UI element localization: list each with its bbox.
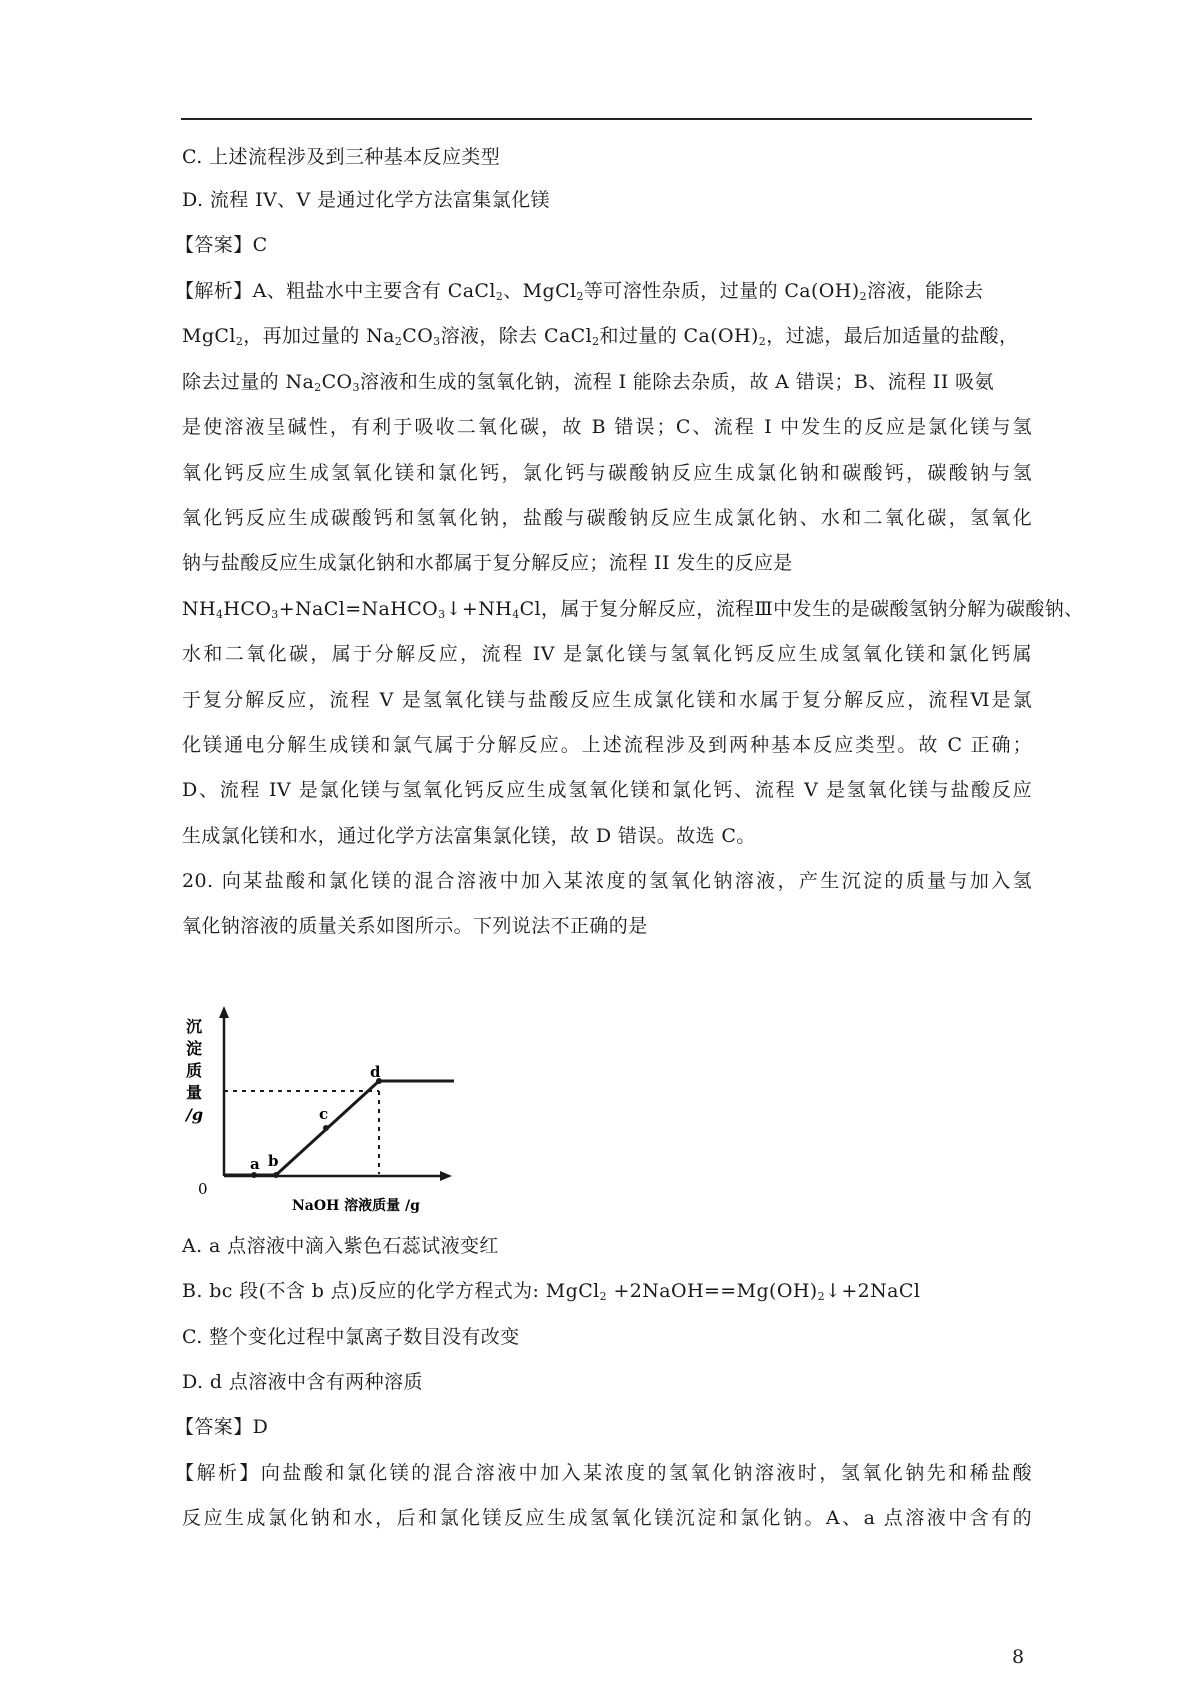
precipitate-figure: [182, 1004, 472, 1216]
point-c-label: c: [319, 1105, 329, 1123]
analysis-prev-line-3: 除去过量的 $Na_2CO_3$溶液和生成的氢氧化钠，流程 I 能除去杂质，故 A 错误；B、流程 II 吸氨: [182, 371, 994, 394]
y-label-char: 量: [186, 1083, 203, 1102]
option-20-c: C. 整个变化过程中氯离子数目没有改变: [182, 1326, 520, 1348]
answer-20: 【答案】D: [175, 1416, 269, 1438]
question-20-line-1: 20. 向某盐酸和氯化镁的混合溶液中加入某浓度的氢氧化钠溶液，产生沉淀的质量与加入氢: [182, 870, 1032, 892]
analysis-prev-line-1: 【解析】A、粗盐水中主要含有 CaCl$_2$、MgCl$_2$等可溶性杂质，过量的 $Ca(OH)_2$溶液，能除去: [175, 280, 984, 303]
y-label-char: 淀: [186, 1039, 203, 1058]
y-label-char: 沉: [186, 1017, 203, 1036]
y-axis-arrow-icon: [219, 1006, 229, 1018]
page-number: 8: [1012, 1646, 1025, 1668]
analysis-prev-line-6: 氧化钙反应生成碳酸钙和氢氧化钠，盐酸与碳酸钠反应生成氯化钠、水和二氧化碳，氢氧化: [182, 507, 1032, 529]
x-axis-arrow-icon: [440, 1171, 452, 1181]
option-c-prev: C. 上述流程涉及到三种基本反应类型: [182, 146, 501, 168]
analysis-prev-line-9: 水和二氧化碳，属于分解反应，流程 IV 是氯化镁与氢氧化钙反应生成氢氧化镁和氯化钙属: [182, 643, 1032, 665]
x-axis-label: NaOH 溶液质量 /g: [292, 1198, 420, 1214]
analysis-prev-line-7: 钠与盐酸反应生成氯化钠和水都属于复分解反应；流程 II 发生的反应是: [182, 552, 793, 574]
y-label-char: 质: [186, 1061, 203, 1080]
question-20-line-2: 氧化钠溶液的质量关系如图所示。下列说法不正确的是: [182, 915, 648, 937]
analysis-prev-line-8: $NH_4HCO_3+NaCl=NaHCO_3↓+NH_4Cl$，属于复分解反应，流程Ⅲ中发生的是碳酸氢钠分解为碳酸钠、: [182, 598, 1084, 621]
y-label-char: /g: [186, 1105, 204, 1124]
analysis-20-line-2: 反应生成氯化钠和水，后和氯化镁反应生成氢氧化镁沉淀和氯化钠。A、a 点溶液中含有的: [182, 1507, 1032, 1529]
header-rule: [181, 118, 1032, 120]
point-b-label: b: [268, 1152, 279, 1170]
option-20-a: A. a 点溶液中滴入紫色石蕊试液变红: [182, 1235, 499, 1257]
analysis-prev-line-5: 氧化钙反应生成氢氧化镁和氯化钙，氯化钙与碳酸钠反应生成氯化钠和碳酸钙，碳酸钠与氢: [182, 462, 1032, 484]
answer-prev: 【答案】C: [175, 234, 268, 256]
analysis-prev-line-11: 化镁通电分解生成镁和氯气属于分解反应。上述流程涉及到两种基本反应类型。故 C 正确；: [182, 734, 1032, 756]
point-d-label: d: [370, 1063, 381, 1081]
point-b-marker: [273, 1172, 279, 1178]
option-d-prev: D. 流程 IV、V 是通过化学方法富集氯化镁: [182, 189, 550, 211]
option-20-b: B. bc 段(不含 b 点)反应的化学方程式为: MgCl$_2$ $+2NaOH==Mg(OH)_2↓+2NaCl$: [182, 1280, 921, 1303]
analysis-prev-line-2: MgCl$_2$，再加过量的 $Na_2CO_3$溶液，除去 CaCl$_2$和过量的 $Ca(OH)_2$，过滤，最后加适量的盐酸，: [182, 325, 1019, 348]
analysis-prev-line-13: 生成氯化镁和水，通过化学方法富集氯化镁，故 D 错误。故选 C。: [182, 825, 756, 847]
point-a-label: a: [250, 1155, 260, 1173]
option-20-d: D. d 点溶液中含有两种溶质: [182, 1371, 423, 1393]
analysis-20-line-1: 【解析】向盐酸和氯化镁的混合溶液中加入某浓度的氢氧化钠溶液时，氢氧化钠先和稀盐酸: [175, 1462, 1032, 1484]
point-c-marker: [323, 1125, 329, 1131]
analysis-prev-line-10: 于复分解反应，流程 V 是氢氧化镁与盐酸反应生成氯化镁和水属于复分解反应，流程Ⅵ是氯: [182, 689, 1032, 711]
analysis-prev-line-12: D、流程 IV 是氯化镁与氢氧化钙反应生成氢氧化镁和氯化钙、流程 V 是氢氧化镁与盐酸反应: [182, 779, 1032, 801]
origin-label: 0: [198, 1180, 208, 1198]
analysis-prev-line-4: 是使溶液呈碱性，有利于吸收二氧化碳，故 B 错误；C、流程 I 中发生的反应是氯化镁与氢: [182, 416, 1032, 438]
